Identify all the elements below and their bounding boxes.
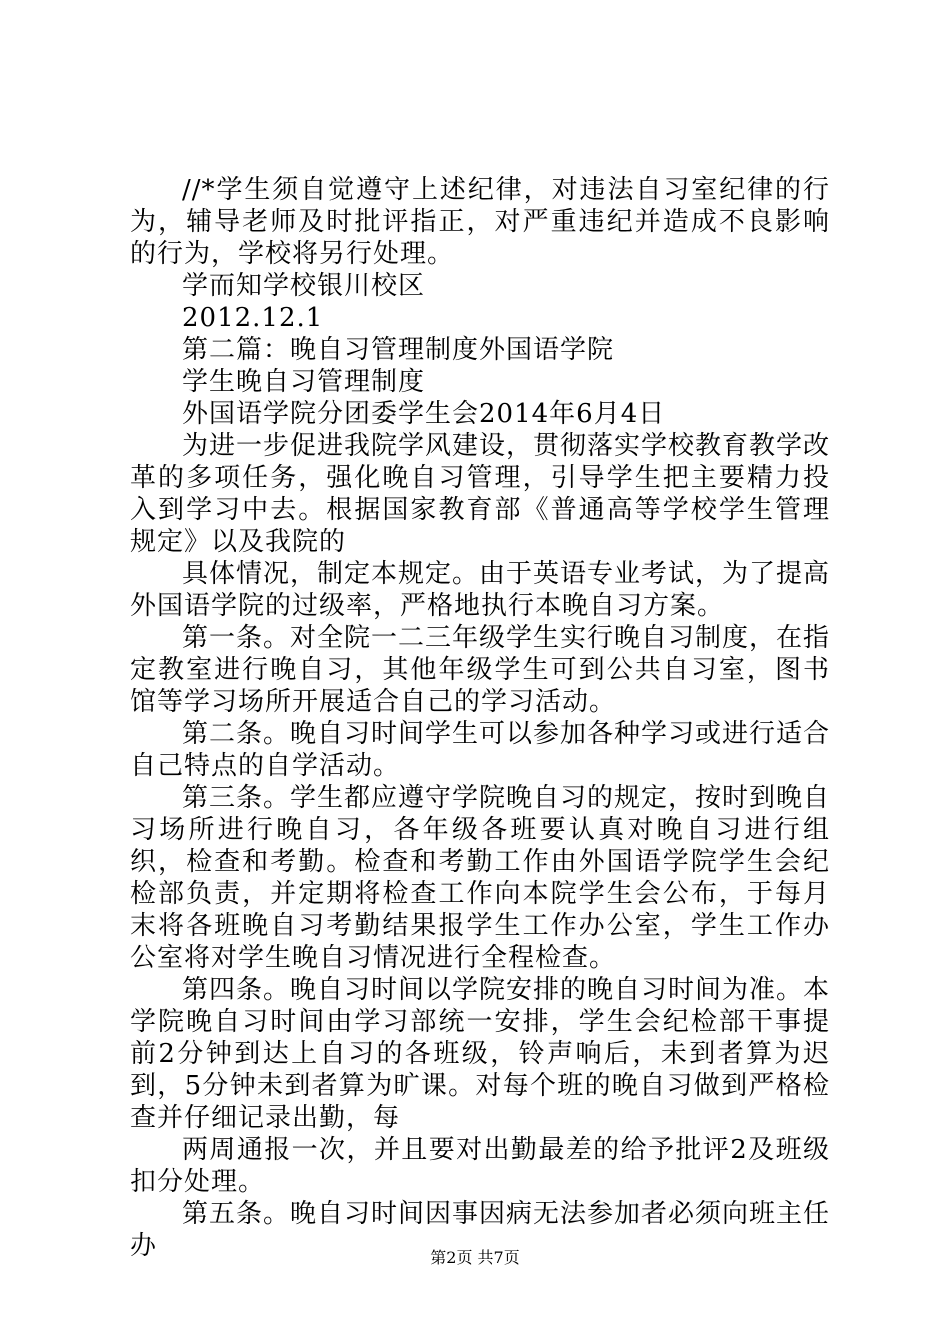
paragraph-regulation-title: 学生晚自习管理制度 (182, 367, 426, 397)
document-body (130, 174, 830, 1262)
paragraph-issuer: 外国语学院分团委学生会2014年6月4日 (182, 399, 666, 429)
paragraph-intro: 为进一步促进我院学风建设，贯彻落实学校教育教学改革的多项任务，强化晚自习管理，引导学生把主要精力投入到学习中去。根据国家教育部《普通高等学校学生管理规定》以及我院的 (130, 431, 831, 557)
page-number: 第2页 共7页 (430, 1248, 520, 1267)
page-footer (0, 1248, 950, 1268)
paragraph-discipline-note: //*学生须自觉遵守上述纪律，对违法自习室纪律的行为，辅导老师及时批评指正，对严重违纪并造成不良影响的行为，学校将另行处理。 (130, 175, 830, 269)
paragraph-article-2: 第二条。晚自习时间学生可以参加各种学习或进行适合自己特点的自学活动。 (130, 719, 831, 781)
paragraph-article-5: 第五条。晚自习时间因事因病无法参加者必须向班主任办 (130, 1199, 831, 1261)
paragraph-article-4-continued: 两周通报一次，并且要对出勤最差的给予批评2及班级扣分处理。 (130, 1135, 830, 1197)
paragraph-article-3: 第三条。学生都应遵守学院晚自习的规定，按时到晚自习场所进行晚自习，各年级各班要认真对晚自习进行组织，检查和考勤。检查和考勤工作由外国语学院学生会纪检部负责，并定期将检查工作向本院学生会公布，于每月末将各班晚自习考勤结果报学生工作办公室，学生工作办公室将对学生晚自习情况进行全程检查。 (130, 783, 831, 973)
paragraph-date: 2012.12.1 (182, 303, 324, 333)
paragraph-intro-continued: 具体情况，制定本规定。由于英语专业考试，为了提高外国语学院的过级率，严格地执行本晚自习方案。 (130, 559, 831, 621)
paragraph-school-name: 学而知学校银川校区 (182, 271, 426, 301)
paragraph-section-title: 第二篇：晚自习管理制度外国语学院 (182, 335, 615, 365)
paragraph-article-4: 第四条。晚自习时间以学院安排的晚自习时间为准。本学院晚自习时间由学习部统一安排，学生会纪检部干事提前2分钟到达上自习的各班级，铃声响后，未到者算为迟到，5分钟未到者算为旷课。对每个班的晚自习做到严格检查并仔细记录出勤，每 (130, 975, 831, 1133)
paragraph-article-1: 第一条。对全院一二三年级学生实行晚自习制度，在指定教室进行晚自习，其他年级学生可到公共自习室，图书馆等学习场所开展适合自己的学习活动。 (130, 623, 831, 717)
